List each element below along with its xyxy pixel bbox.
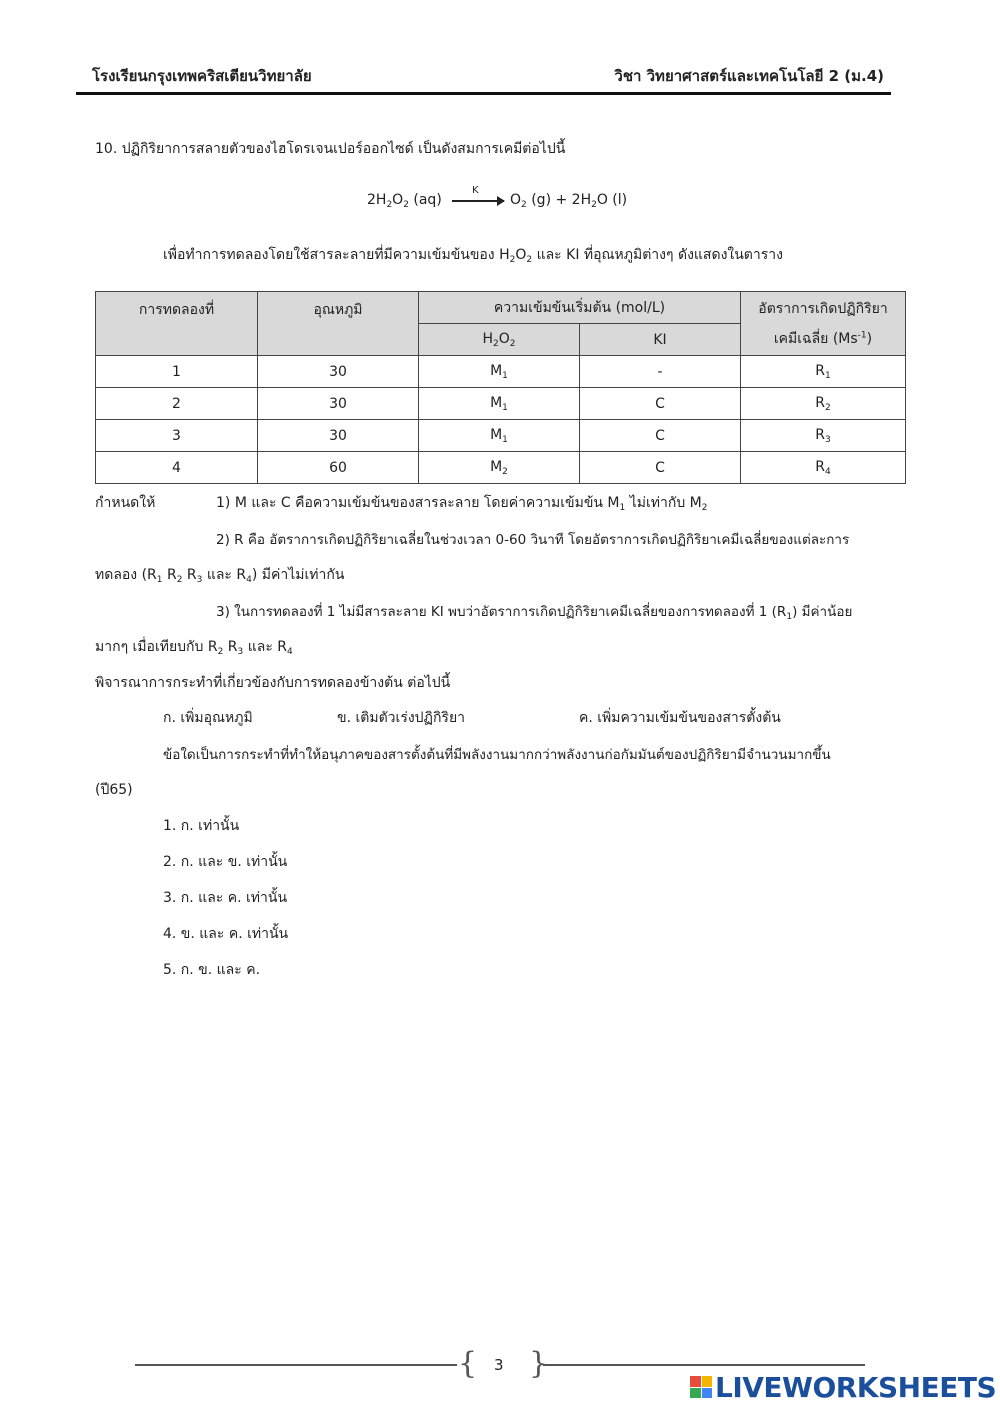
header-rule [76, 92, 891, 95]
header-h2o2: $H_2O_2$ [419, 324, 580, 356]
cell-rate: $R_1$ [741, 356, 906, 388]
note-2-line-1: 2) R คือ อัตราการเกิดปฏิกิริยาเฉลี่ยในช่วงเวลา 0-60 วินาที โดยอัตราการเกิดปฏิกิริยาเคมีเฉลี่ยของแต่ละการ [216, 532, 850, 548]
given-label: กำหนดให้ [95, 495, 156, 511]
table-row [96, 452, 906, 484]
cell-temperature: 30 [258, 420, 419, 452]
table-row [96, 420, 906, 452]
note-1: 1) M และ C คือความเข้มข้นของสารละลาย โดยค่าความเข้มข้น $M_1$ ไม่เท่ากับ $M_2$ [216, 495, 708, 513]
logo-text: LIVEWORKSHEETS [715, 1370, 997, 1404]
cell-temperature: 30 [258, 388, 419, 420]
school-name: โรงเรียนกรุงเทพคริสเตียนวิทยาลัย [92, 67, 312, 85]
cell-experiment: 3 [96, 420, 258, 452]
header-concentration: ความเข้มข้นเริ่มต้น (mol/L) [419, 292, 741, 324]
cell-experiment: 2 [96, 388, 258, 420]
reaction-arrow [452, 200, 504, 202]
option-2[interactable]: 2. ก. และ ข. เท่านั้น [163, 854, 288, 870]
cell-ki: C [580, 388, 741, 420]
page-number: 3 [494, 1356, 504, 1374]
footer-line-left [135, 1364, 457, 1366]
cell-ki: C [580, 420, 741, 452]
cell-rate: $R_3$ [741, 420, 906, 452]
cell-experiment: 4 [96, 452, 258, 484]
liveworksheets-logo [690, 1372, 996, 1402]
table-row [96, 388, 906, 420]
experiment-table [95, 291, 906, 484]
table-intro: เพื่อทำการทดลองโดยใช้สารละลายที่มีความเข้มข้นของ $H_2O_2$ และ KI ที่อุณหภูมิต่างๆ ดังแสดงในตาราง [163, 247, 783, 265]
question-stem: 10. ปฏิกิริยาการสลายตัวของไฮโดรเจนเปอร์ออกไซด์ เป็นดังสมการเคมีต่อไปนี้ [95, 141, 566, 157]
equation-products: $O_2$ $(g) + 2H_2O$ (l) [510, 192, 628, 210]
cell-h2o2: $M_1$ [419, 420, 580, 452]
cell-temperature: 60 [258, 452, 419, 484]
table-row [96, 356, 906, 388]
action-b: ข. เติมตัวเร่งปฏิกิริยา [337, 710, 466, 726]
header-temperature: อุณหภูมิ [258, 292, 419, 356]
header-rate: อัตราการเกิดปฏิกิริยา เคมีเฉลี่ย $(Ms^{-1})$ [741, 292, 906, 356]
option-1[interactable]: 1. ก. เท่านั้น [163, 818, 240, 834]
cell-h2o2: $M_2$ [419, 452, 580, 484]
consider-text: พิจารณาการกระทำที่เกี่ยวข้องกับการทดลองข้างต้น ต่อไปนี้ [95, 675, 451, 691]
action-a: ก. เพิ่มอุณหภูมิ [163, 710, 253, 726]
cell-temperature: 30 [258, 356, 419, 388]
header-ki: KI [580, 324, 741, 356]
header-experiment: การทดลองที่ [96, 292, 258, 356]
catalyst-label: K [472, 185, 479, 196]
note-3-line-1: 3) ในการทดลองที่ 1 ไม่มีสารละลาย KI พบว่าอัตราการเกิดปฏิกิริยาเคมีเฉลี่ยของการทดลองที่ 1 $(R_1)$ มีค่าน้อย [216, 604, 853, 622]
footer-brace-left: { [458, 1346, 478, 1381]
logo-icon [690, 1376, 712, 1398]
cell-rate: $R_2$ [741, 388, 906, 420]
cell-ki: - [580, 356, 741, 388]
option-3[interactable]: 3. ก. และ ค. เท่านั้น [163, 890, 288, 906]
note-3-line-2: มากๆ เมื่อเทียบกับ $R_2$ $R_3$ และ $R_4$ [95, 639, 293, 657]
note-2-line-2: ทดลอง ($R_1$ $R_2$ $R_3$ และ $R_4$) มีค่าไม่เท่ากัน [95, 567, 345, 585]
cell-experiment: 1 [96, 356, 258, 388]
cell-ki: C [580, 452, 741, 484]
footer-brace-right: } [529, 1346, 549, 1381]
question-prompt: ข้อใดเป็นการกระทำที่ทำให้อนุภาคของสารตั้งต้นที่มีพลังงานมากกว่าพลังงานก่อกัมมันต์ของปฏิกิริยามีจำนวนมากขึ้น [163, 747, 831, 763]
cell-h2o2: $M_1$ [419, 356, 580, 388]
question-year: (ปี65) [95, 782, 133, 798]
equation-reactant: $2H_2O_2$ (aq) [367, 192, 442, 210]
subject-title: วิชา วิทยาศาสตร์และเทคโนโลยี 2 (ม.4) [614, 67, 884, 85]
option-5[interactable]: 5. ก. ข. และ ค. [163, 962, 261, 978]
cell-h2o2: $M_1$ [419, 388, 580, 420]
option-4[interactable]: 4. ข. และ ค. เท่านั้น [163, 926, 289, 942]
action-c: ค. เพิ่มความเข้มข้นของสารตั้งต้น [579, 710, 781, 726]
footer-line-right [543, 1364, 865, 1366]
cell-rate: $R_4$ [741, 452, 906, 484]
